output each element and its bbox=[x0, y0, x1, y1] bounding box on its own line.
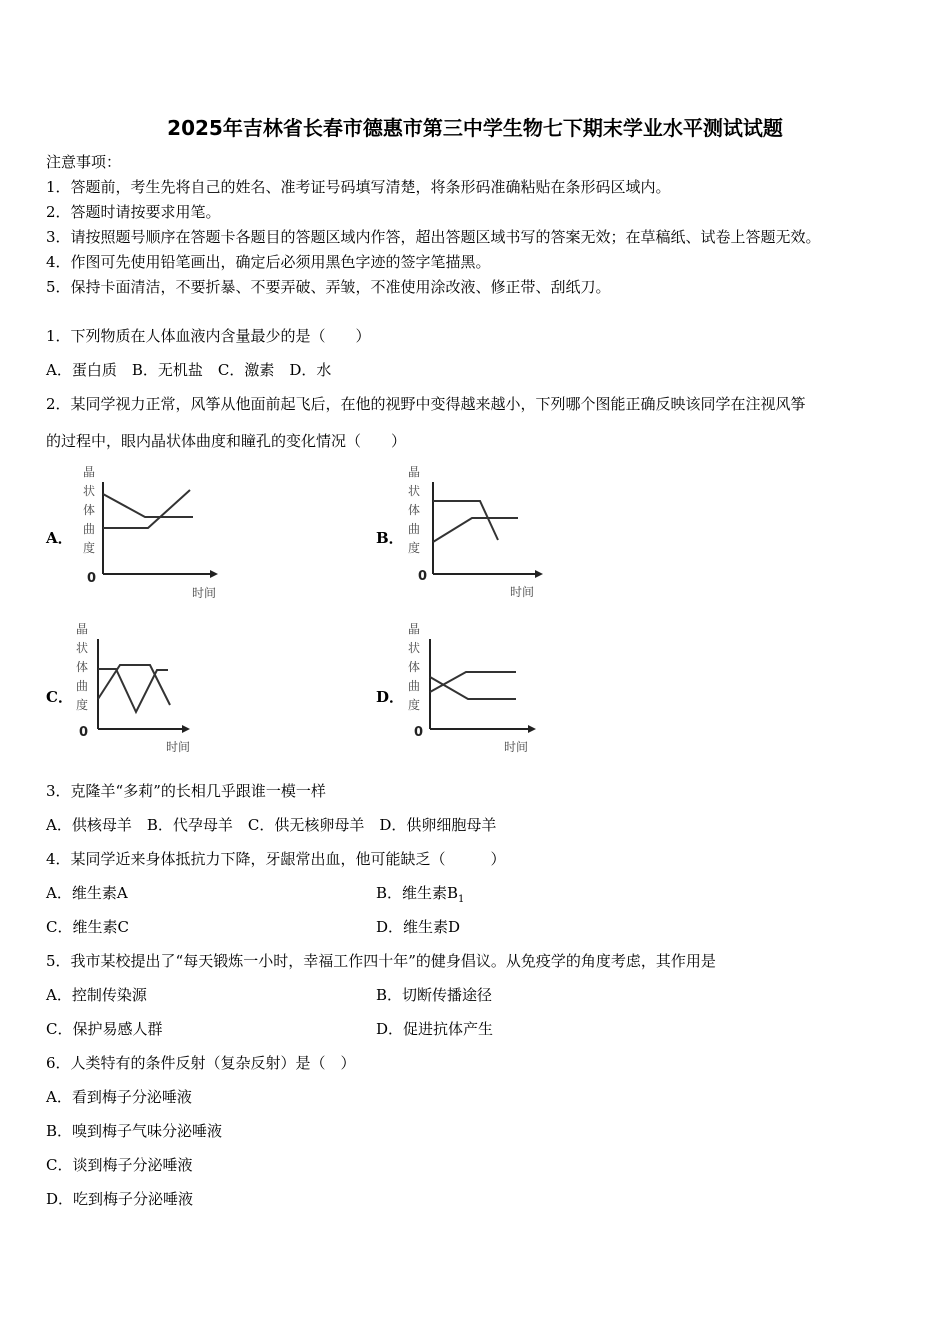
graph-b-label: B． bbox=[376, 529, 404, 547]
notice-item-5: 5．保持卡面清洁，不要折暴、不要弄破、弄皱，不准使用涂改液、修正带、刮纸刀。 bbox=[46, 278, 611, 296]
curve-2 bbox=[430, 672, 516, 692]
y-char-1: 晶 bbox=[83, 465, 96, 479]
curve-1 bbox=[433, 501, 498, 540]
y-char-3: 体 bbox=[83, 503, 96, 517]
x-axis-label: 时间 bbox=[166, 740, 191, 754]
q5-stem: 5．我市某校提出了“每天锻炼一小时，幸福工作四十年”的健身倡议。从免疫学的角度考虑，其作用是 bbox=[46, 952, 716, 970]
graph-d bbox=[400, 617, 560, 762]
y-char-3: 体 bbox=[76, 660, 89, 674]
curve-1 bbox=[103, 494, 193, 517]
q1-options: A．蛋白质 B．无机盐 C．激素 D．水 bbox=[46, 361, 332, 379]
q2-stem-line1: 2．某同学视力正常，风筝从他面前起飞后，在他的视野中变得越来越小，下列哪个图能正确反映该同学在注视风筝 bbox=[46, 395, 806, 413]
origin-label: 0 bbox=[418, 569, 428, 584]
curve-2 bbox=[98, 669, 168, 712]
y-char-1: 晶 bbox=[408, 622, 421, 636]
q6-option-d: D．吃到梅子分泌唾液 bbox=[46, 1190, 194, 1208]
q5-option-a: A．控制传染源 bbox=[46, 986, 147, 1004]
y-char-5: 度 bbox=[408, 541, 421, 555]
x-axis-arrow bbox=[528, 725, 536, 733]
origin-label: 0 bbox=[79, 725, 89, 740]
q6-option-a: A．看到梅子分泌唾液 bbox=[46, 1088, 192, 1106]
y-char-5: 度 bbox=[83, 541, 96, 555]
q4-stem: 4．某同学近来身体抵抗力下降，牙龈常出血，他可能缺乏（ ） bbox=[46, 850, 506, 868]
q1-stem: 1．下列物质在人体血液内含量最少的是（ ） bbox=[46, 327, 371, 345]
q6-option-c: C．谈到梅子分泌唾液 bbox=[46, 1156, 193, 1174]
x-axis-arrow bbox=[182, 725, 190, 733]
y-char-5: 度 bbox=[76, 698, 89, 712]
y-char-4: 曲 bbox=[408, 522, 421, 536]
y-char-5: 度 bbox=[408, 698, 421, 712]
y-char-1: 晶 bbox=[408, 465, 421, 479]
q4-option-b-text: B．维生素B bbox=[376, 884, 459, 902]
curve-2 bbox=[103, 490, 190, 528]
x-axis-arrow bbox=[210, 570, 218, 578]
q4-option-b bbox=[376, 883, 464, 910]
q5-option-b: B．切断传播途径 bbox=[376, 986, 493, 1004]
notice-item-4: 4．作图可先使用铅笔画出，确定后必须用黑色字迹的签字笔描黑。 bbox=[46, 253, 491, 271]
q2-stem-line2: 的过程中，眼内晶状体曲度和瞳孔的变化情况（ ） bbox=[46, 432, 407, 450]
graph-c bbox=[70, 617, 210, 762]
q4-option-c: C．维生素C bbox=[46, 918, 129, 936]
q3-options: A．供核母羊 B．代孕母羊 C．供无核卵母羊 D．供卵细胞母羊 bbox=[46, 816, 497, 834]
graph-c-label: C． bbox=[46, 688, 73, 706]
y-char-3: 体 bbox=[408, 503, 421, 517]
q4-option-b-subscript: 1 bbox=[458, 894, 465, 905]
graph-b bbox=[400, 460, 560, 605]
y-char-2: 状 bbox=[408, 484, 421, 498]
y-char-2: 状 bbox=[408, 641, 421, 655]
graph-d-label: D． bbox=[376, 688, 405, 706]
y-char-2: 状 bbox=[76, 641, 89, 655]
page-title: 2025年吉林省长春市德惠市第三中学生物七下期末学业水平测试试题 bbox=[167, 116, 783, 140]
origin-label: 0 bbox=[414, 725, 424, 740]
x-axis-label: 时间 bbox=[192, 586, 217, 600]
curve-2 bbox=[433, 518, 518, 542]
q4-option-d: D．维生素D bbox=[376, 918, 461, 936]
q6-stem: 6．人类特有的条件反射（复杂反射）是（ ） bbox=[46, 1054, 356, 1072]
x-axis-arrow bbox=[535, 570, 543, 578]
y-char-4: 曲 bbox=[76, 679, 89, 693]
y-char-2: 状 bbox=[83, 484, 96, 498]
notice-item-1: 1．答题前，考生先将自己的姓名、准考证号码填写清楚，将条形码准确粘贴在条形码区域内。 bbox=[46, 178, 671, 196]
x-axis-label: 时间 bbox=[504, 740, 529, 754]
q6-option-b: B．嗅到梅子气味分泌唾液 bbox=[46, 1122, 223, 1140]
graph-a-label: A． bbox=[46, 529, 73, 547]
notice-item-2: 2．答题时请按要求用笔。 bbox=[46, 203, 221, 221]
y-char-1: 晶 bbox=[76, 622, 89, 636]
y-char-3: 体 bbox=[408, 660, 421, 674]
origin-label: 0 bbox=[87, 571, 97, 586]
q5-option-d: D．促进抗体产生 bbox=[376, 1020, 494, 1038]
q3-stem: 3．克隆羊“多莉”的长相几乎跟谁一模一样 bbox=[46, 782, 326, 800]
curve-1 bbox=[430, 677, 516, 699]
y-char-4: 曲 bbox=[408, 679, 421, 693]
x-axis-label: 时间 bbox=[510, 585, 535, 599]
q4-option-a: A．维生素A bbox=[46, 884, 128, 902]
notice-heading: 注意事项： bbox=[46, 153, 122, 171]
y-char-4: 曲 bbox=[83, 522, 96, 536]
q5-option-c: C．保护易感人群 bbox=[46, 1020, 163, 1038]
notice-item-3: 3．请按照题号顺序在答题卡各题目的答题区域内作答，超出答题区域书写的答案无效；在草稿纸、试卷上答题无效。 bbox=[46, 228, 821, 246]
graph-a bbox=[70, 460, 230, 605]
